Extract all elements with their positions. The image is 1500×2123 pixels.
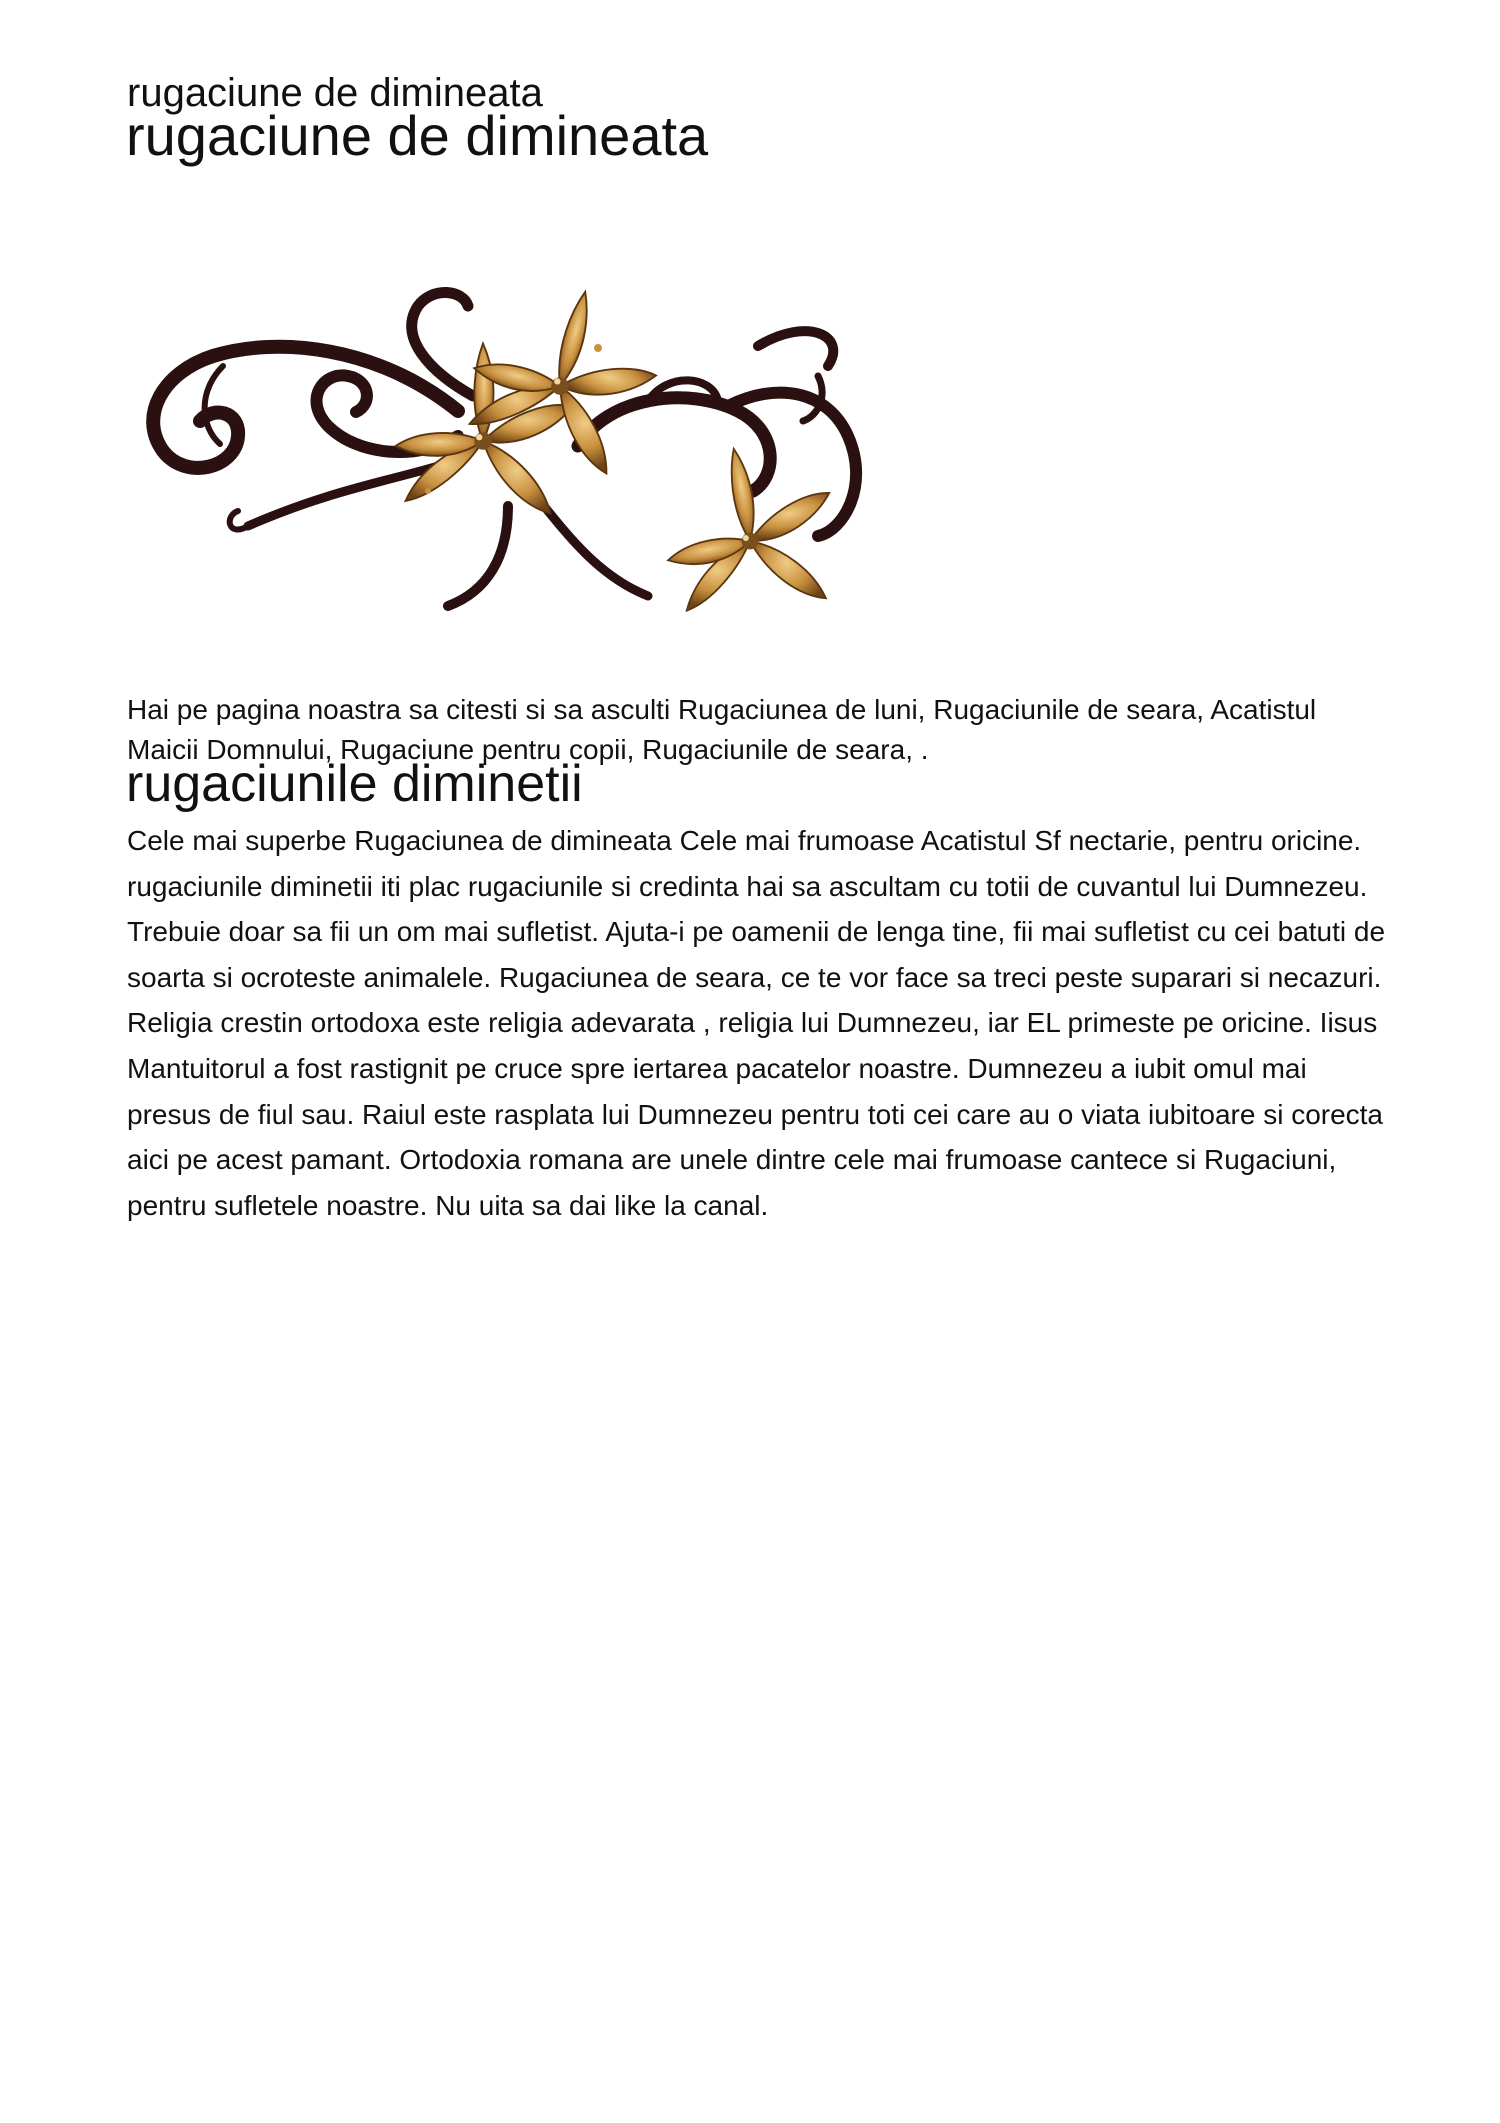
document-title: rugaciune de dimineata [126, 104, 709, 167]
intro-paragraph: Hai pe pagina noastra sa citesti si sa asculti Rugaciunea de luni, Rugaciunile de seara, Acatistul Maicii Domnului, Rugaciune pentru copii, Rugaciunile de seara, . [127, 694, 1317, 765]
section-heading: rugaciunile diminetii [126, 755, 583, 813]
body-paragraph: Cele mai superbe Rugaciunea de dimineata Cele mai frumoase Acatistul Sf nectarie, pentru oricine. rugaciunile diminetii iti plac rugaciunile si credinta hai sa ascultam cu totii de cuvantul lui Dumnezeu. Trebuie doar sa fii un om mai sufletist. Ajuta-i pe oamenii de lenga tine, fii mai sufletist cu cei batuti de soarta si ocroteste animalele. Rugaciunea de seara, ce te vor face sa treci peste suparari si necazuri. Religia crestin ortodoxa este religia adevarata , religia lui Dumnezeu, iar EL primeste pe oricine. Iisus Mantuitorul a fost rastignit pe cruce spre iertarea pacatelor noastre. Dumnezeu a iubit omul mai presus de fiul sau. Raiul este rasplata lui Dumnezeu pentru toti cei care au o viata iubitoare si corecta aici pe acest pamant. Ortodoxia romana are unele dintre cele mai frumoase cantece si Rugaciuni, pentru sufletele noastre. Nu uita sa dai like la canal. [127, 825, 1386, 1221]
floral-ornament-icon [128, 276, 898, 626]
document-title-small: rugaciune de dimineata [127, 71, 543, 115]
